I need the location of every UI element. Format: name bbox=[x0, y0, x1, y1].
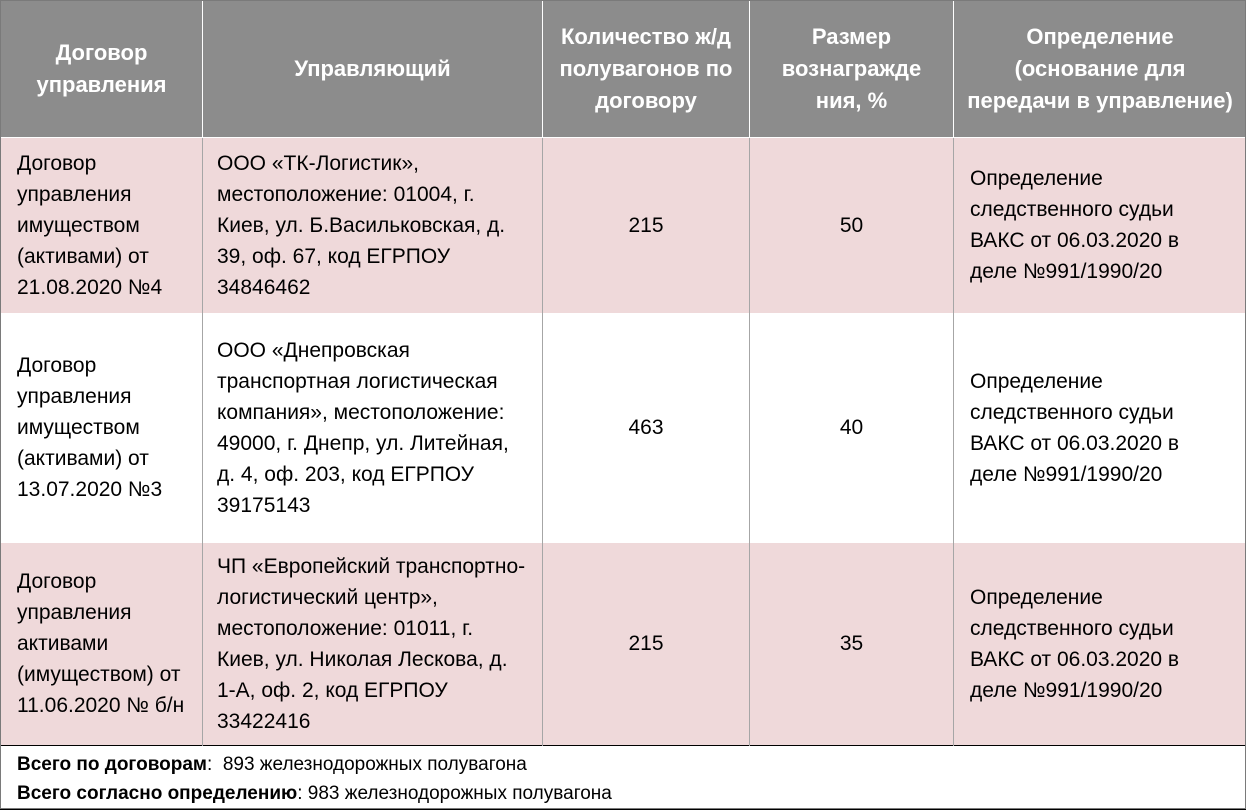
table-row bbox=[1, 313, 1246, 543]
cell-manager: ООО «Днепровская транспортная логистическая компания», местоположение: 49000, г. Днепр, ул. Литейная, д. 4, оф. 203, код ЕГРПОУ 39175143 bbox=[203, 313, 543, 543]
header-contract: Договор управления bbox=[1, 1, 203, 138]
header-ruling: Определение (основание для передачи в управление) bbox=[954, 1, 1246, 138]
total-ruling-line: Всего согласно определению: 983 железнодорожных полувагона bbox=[17, 779, 1230, 808]
totals-cell bbox=[1, 746, 1246, 810]
cell-ruling: Определение следственного судьи ВАКС от 06.03.2020 в деле №991/1990/20 bbox=[954, 138, 1246, 313]
cell-wagons: 215 bbox=[543, 138, 750, 313]
total-contracts-label: Всего по договорам bbox=[17, 754, 207, 775]
cell-manager: ООО «ТК-Логистик», местоположение: 01004, г. Киев, ул. Б.Васильковская, д. 39, оф. 67, код ЕГРПОУ 34846462 bbox=[203, 138, 543, 313]
header-fee: Размер вознагражде ния, % bbox=[750, 1, 954, 138]
total-contracts-value: 893 железнодорожных полувагона bbox=[223, 754, 527, 775]
cell-contract: Договор управления имуществом (активами) от 21.08.2020 №4 bbox=[1, 138, 203, 313]
table-row bbox=[1, 543, 1246, 746]
header-manager: Управляющий bbox=[203, 1, 543, 138]
total-contracts-line: Всего по договорам: 893 железнодорожных полувагона bbox=[17, 750, 1230, 779]
table-row bbox=[1, 138, 1246, 313]
cell-ruling: Определение следственного судьи ВАКС от 06.03.2020 в деле №991/1990/20 bbox=[954, 313, 1246, 543]
total-ruling-value: 983 железнодорожных полувагона bbox=[308, 783, 612, 804]
cell-fee: 40 bbox=[750, 313, 954, 543]
total-ruling-label: Всего согласно определению bbox=[17, 783, 297, 804]
cell-contract: Договор управления имуществом (активами) от 13.07.2020 №3 bbox=[1, 313, 203, 543]
cell-ruling: Определение следственного судьи ВАКС от 06.03.2020 в деле №991/1990/20 bbox=[954, 543, 1246, 746]
cell-manager: ЧП «Европейский транспортно-логистический центр», местоположение: 01011, г. Киев, ул. Николая Лескова, д. 1-А, оф. 2, код ЕГРПОУ 33422416 bbox=[203, 543, 543, 746]
header-wagons: Количество ж/д полувагонов по договору bbox=[543, 1, 750, 138]
table-header-row bbox=[1, 1, 1246, 138]
cell-wagons: 215 bbox=[543, 543, 750, 746]
cell-fee: 35 bbox=[750, 543, 954, 746]
cell-wagons: 463 bbox=[543, 313, 750, 543]
cell-fee: 50 bbox=[750, 138, 954, 313]
cell-contract: Договор управления активами (имуществом) от 11.06.2020 № б/н bbox=[1, 543, 203, 746]
totals-row bbox=[1, 746, 1246, 810]
